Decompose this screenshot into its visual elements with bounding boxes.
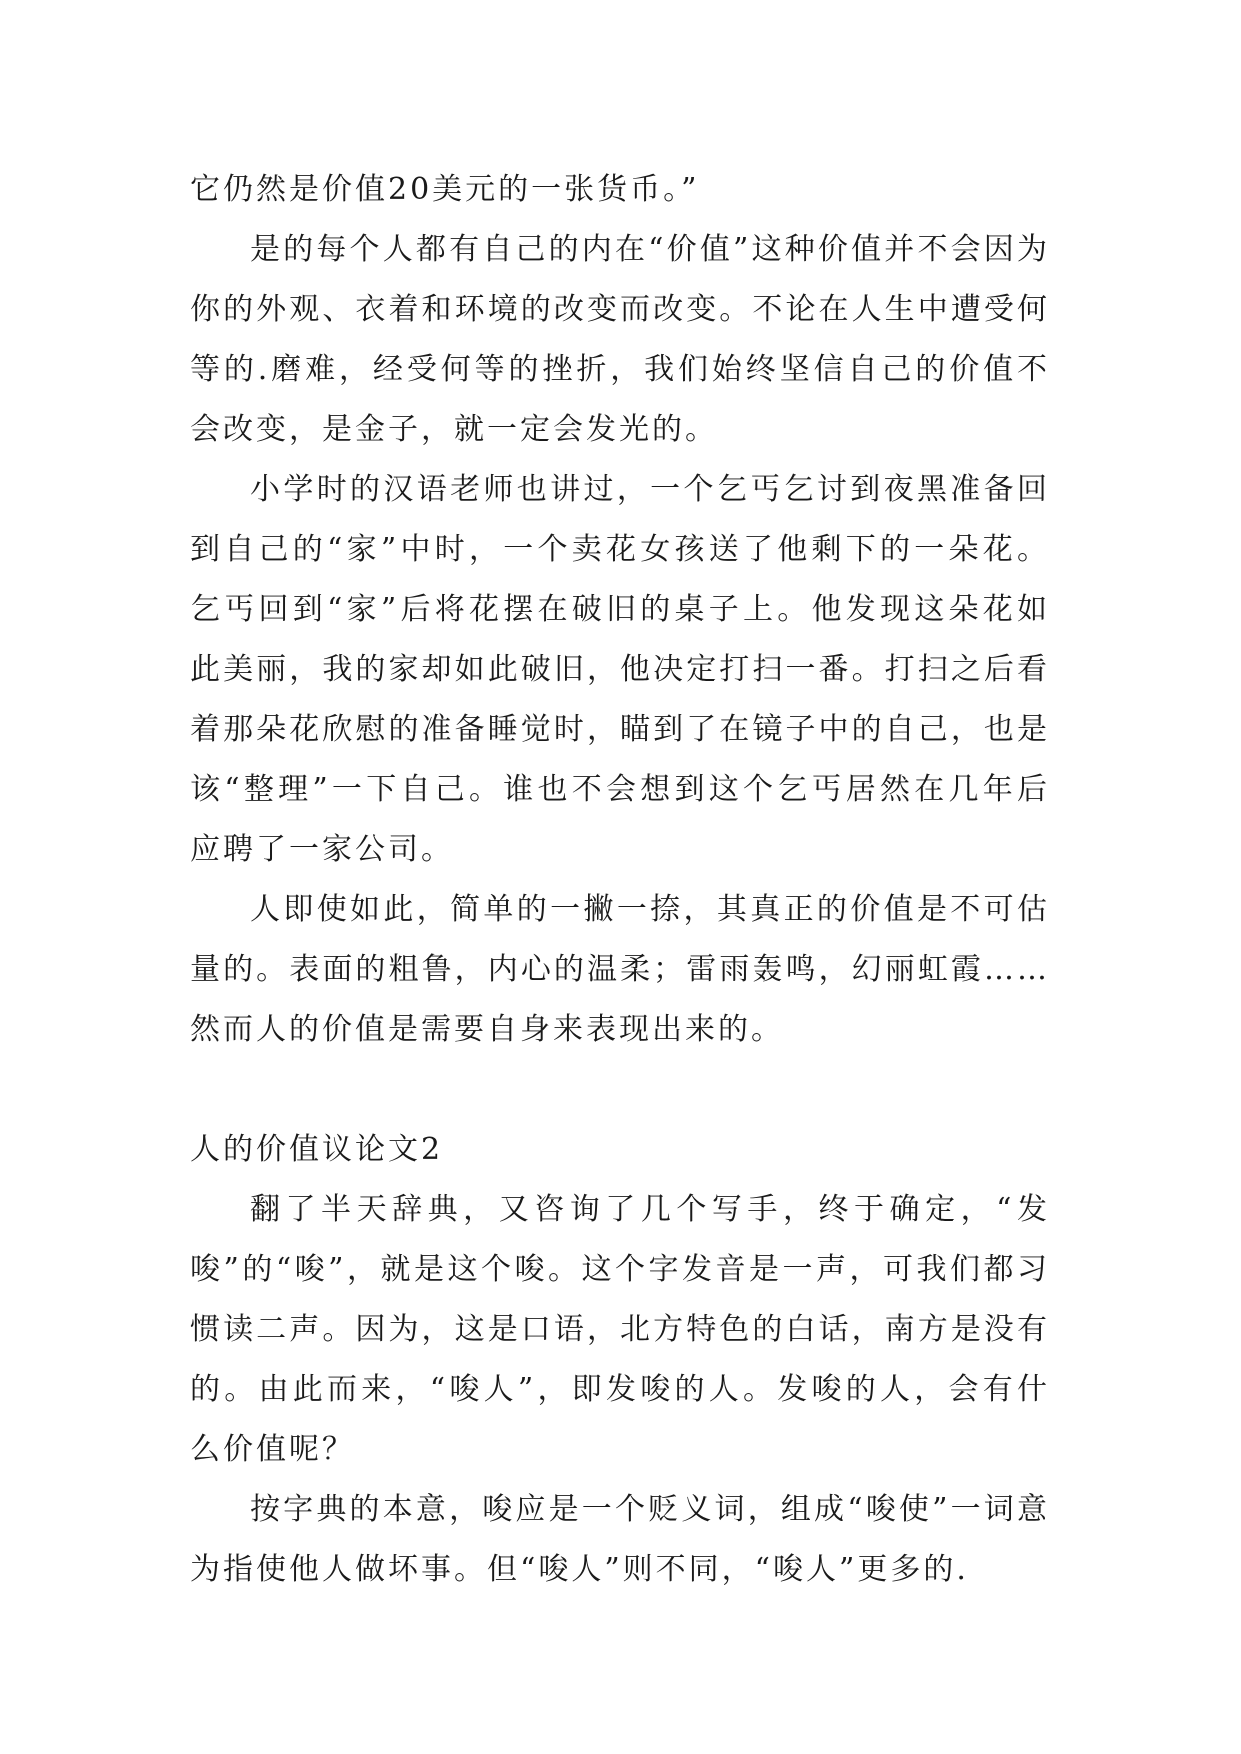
paragraph-conclusion: 人即使如此，简单的一撇一捺，其真正的价值是不可估量的。表面的粗鲁，内心的温柔；雷雨轰鸣，幻丽虹霞……然而人的价值是需要自身来表现出来的。 (190, 892, 1050, 1047)
document-body (190, 160, 1050, 1600)
paragraph-beggar-story: 小学时的汉语老师也讲过，一个乞丐乞讨到夜黑准备回到自己的“家”中时，一个卖花女孩送了他剩下的一朵花。乞丐回到“家”后将花摆在破旧的桌子上。他发现这朵花如此美丽，我的家却如此破旧，他决定打扫一番。打扫之后看着那朵花欣慰的准备睡觉时，瞄到了在镜子中的自己，也是该“整理”一下自己。谁也不会想到这个乞丐居然在几年后应聘了一家公司。 (190, 472, 1050, 867)
paragraph-continuation: 它仍然是价值20美元的一张货币。” (190, 172, 700, 207)
section-spacer (190, 1060, 1050, 1120)
section-title: 人的价值议论文2 (190, 1132, 444, 1167)
paragraph-meaning: 按字典的本意，唆应是一个贬义词，组成“唆使”一词意为指使他人做坏事。但“唆人”则不同，“唆人”更多的. (190, 1492, 1050, 1587)
paragraph-dictionary: 翻了半天辞典，又咨询了几个写手，终于确定，“发唆”的“唆”，就是这个唆。这个字发音是一声，可我们都习惯读二声。因为，这是口语，北方特色的白话，南方是没有的。由此而来，“唆人”，即发唆的人。发唆的人，会有什么价值呢？ (190, 1192, 1050, 1467)
paragraph-value-intro: 是的每个人都有自己的内在“价值”这种价值并不会因为你的外观、衣着和环境的改变而改变。不论在人生中遭受何等的.磨难，经受何等的挫折，我们始终坚信自己的价值不会改变，是金子，就一定会发光的。 (190, 232, 1050, 447)
